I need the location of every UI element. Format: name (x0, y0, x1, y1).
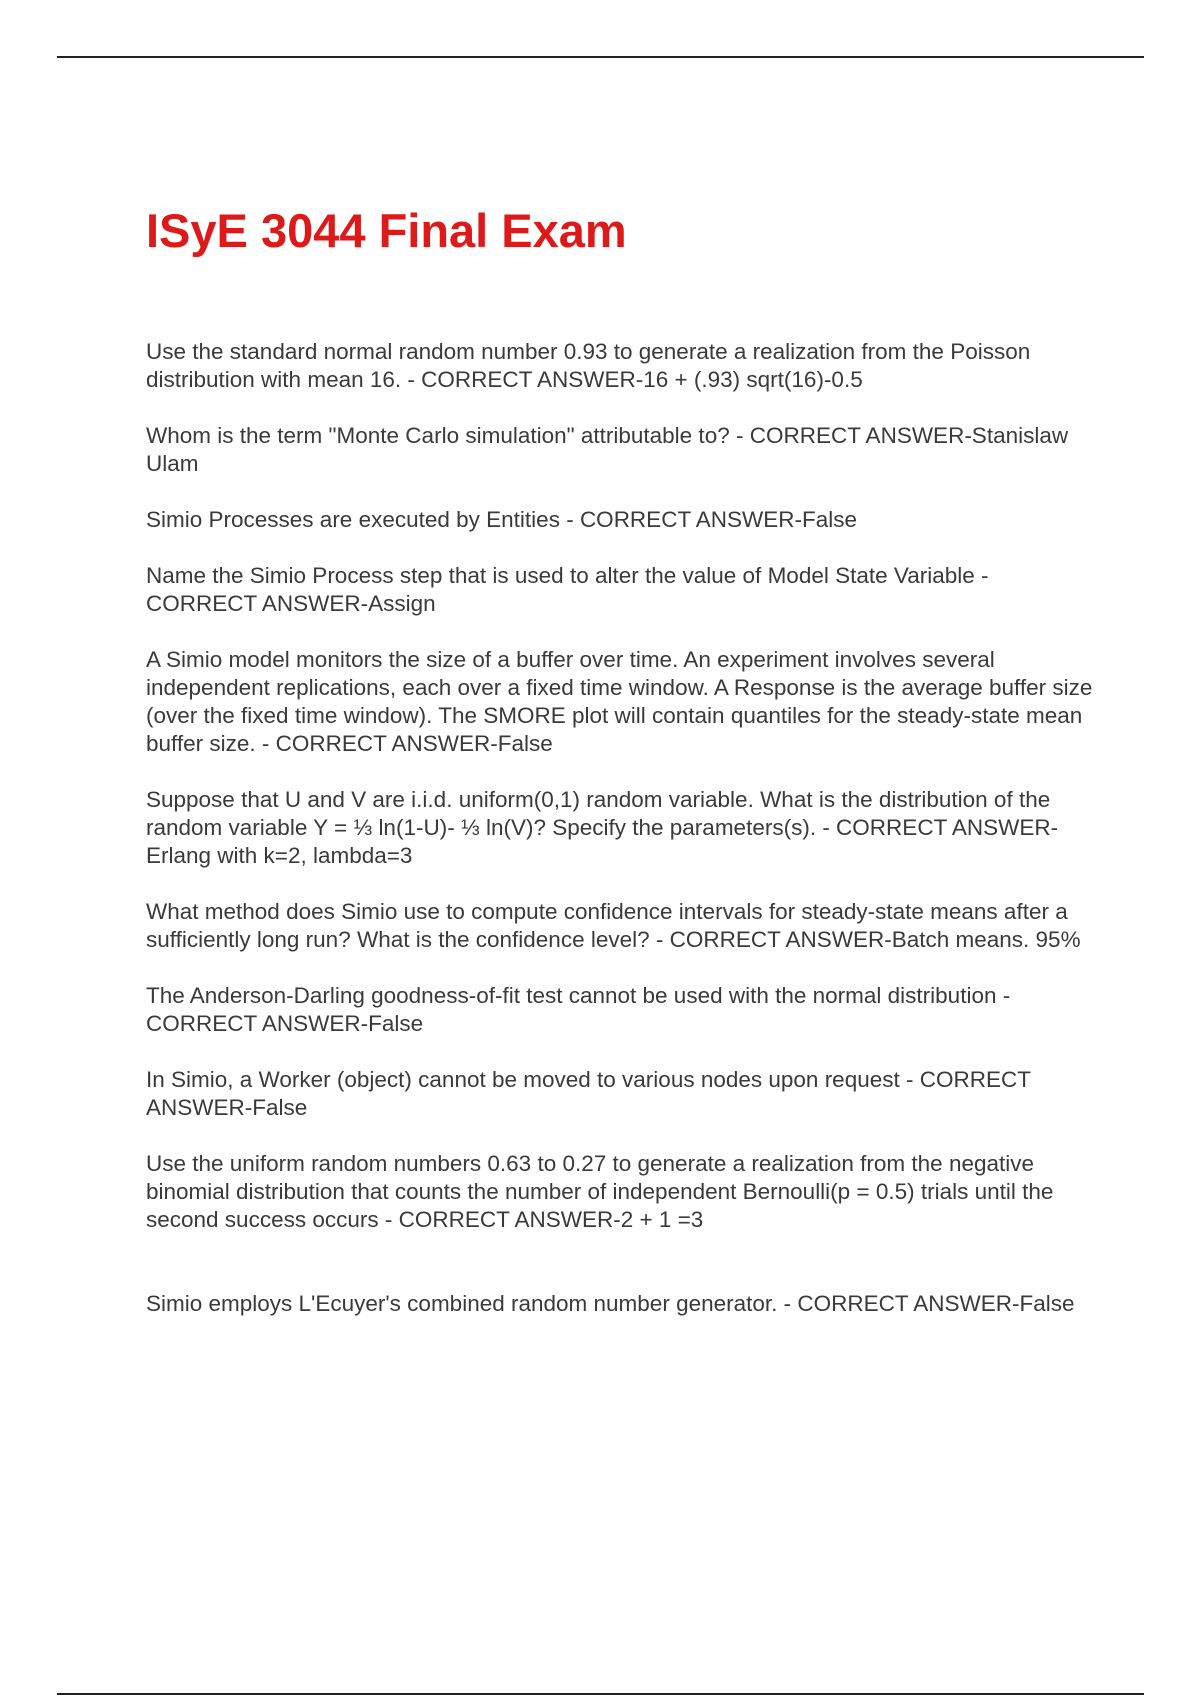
bottom-rule (57, 1693, 1144, 1695)
qa-item: Whom is the term "Monte Carlo simulation" attributable to? - CORRECT ANSWER-Stanislaw Ulam (146, 423, 1069, 476)
qa-item: In Simio, a Worker (object) cannot be moved to various nodes upon request - CORRECT ANSWER-False (146, 1067, 1031, 1120)
qa-item: A Simio model monitors the size of a buffer over time. An experiment involves several independent replications, each over a fixed time window. A Response is the average buffer size (over the fixed time window). The SMORE plot will contain quantiles for the steady-state mean buffer size. - CORRECT ANSWER-False (146, 647, 1093, 756)
qa-item: The Anderson-Darling goodness-of-fit test cannot be used with the normal distribution - CORRECT ANSWER-False (146, 983, 1011, 1036)
qa-item: Name the Simio Process step that is used to alter the value of Model State Variable - CORRECT ANSWER-Assign (146, 563, 989, 616)
page-title: ISyE 3044 Final Exam (146, 204, 627, 257)
qa-list (146, 338, 1096, 1346)
qa-item: Use the uniform random numbers 0.63 to 0.27 to generate a realization from the negative binomial distribution that counts the number of independent Bernoulli(p = 0.5) trials until the second success occurs - CORRECT ANSWER-2 + 1 =3 (146, 1151, 1054, 1232)
qa-item: Suppose that U and V are i.i.d. uniform(0,1) random variable. What is the distribution of the random variable Y = ⅓ ln(1-U)- ⅓ ln(V)? Specify the parameters(s). - CORRECT ANSWER-Erlang with k=2, lambda=3 (146, 787, 1059, 868)
qa-item: Use the standard normal random number 0.93 to generate a realization from the Poisson distribution with mean 16. - CORRECT ANSWER-16 + (.93) sqrt(16)-0.5 (146, 339, 1031, 392)
qa-item: What method does Simio use to compute confidence intervals for steady-state means after a sufficiently long run? What is the confidence level? - CORRECT ANSWER-Batch means. 95% (146, 899, 1081, 952)
qa-item: Simio employs L'Ecuyer's combined random number generator. - CORRECT ANSWER-False (146, 1291, 1075, 1316)
qa-item: Simio Processes are executed by Entities - CORRECT ANSWER-False (146, 507, 858, 532)
top-rule (57, 56, 1144, 58)
